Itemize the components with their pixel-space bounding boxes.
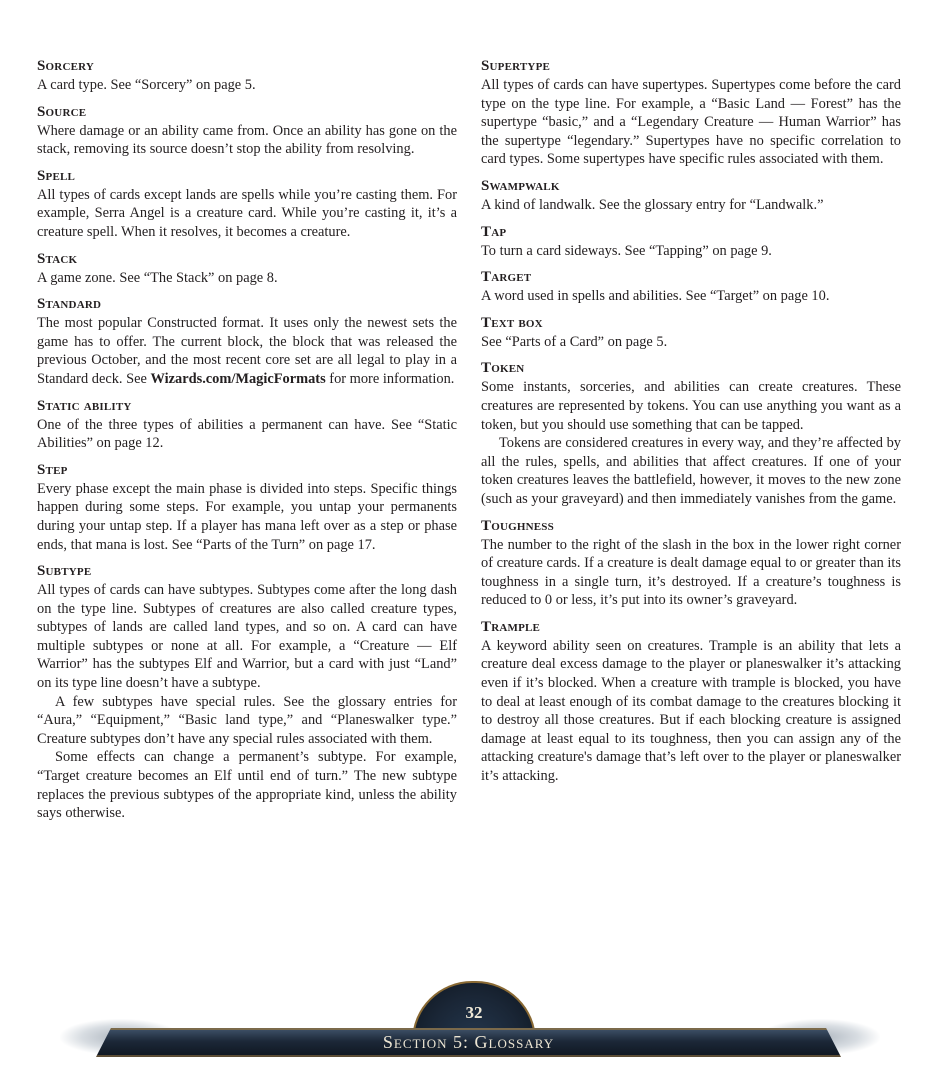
glossary-term: Sorcery (37, 58, 95, 74)
glossary-left-column (37, 57, 457, 831)
definition-text: The most popular Constructed format. It uses only the newest sets the game has to offer. The current block, the block that was released the previous October, and the most recent core set are all legal to play in a Standard deck. See (37, 315, 457, 387)
glossary-term: Text box (481, 314, 543, 331)
glossary-entry-swampwalk (481, 177, 901, 215)
glossary-term: Trample (481, 618, 541, 635)
glossary-entry-trample (481, 618, 901, 786)
page-number: 32 (465, 1003, 483, 1022)
glossary-definition: A word used in spells and abilities. See “Target” on page 10. (481, 288, 830, 305)
glossary-term: Stack (37, 250, 78, 267)
glossary-definition: A card type. See “Sorcery” on page 5. (37, 77, 256, 93)
glossary-entry-tap (481, 223, 901, 261)
glossary-definition: All types of cards can have supertypes. Supertypes come before the card type on the type line. For example, a “Basic Land — Forest” has the supertype “basic,” and a “Legendary Creature — Human Warrior” has the supertype “legendary.” Supertypes have no specific correlation to card types. Some supertypes have specific rules associated with them. (481, 77, 901, 168)
footer-banner (0, 975, 937, 1087)
glossary-definition: The number to the right of the slash in the box in the lower right corner of creature cards. If a creature is dealt damage equal to or greater than its toughness in a single turn, it’s destroyed. If a creature’s toughness is reduced to 0 or less, it’s put into its owner’s graveyard. (481, 536, 901, 609)
glossary-definition: One of the three types of abilities a permanent can have. See “Static Abilities” on page 12. (37, 416, 457, 452)
glossary-entry-toughness (481, 517, 901, 610)
glossary-term: Swampwalk (481, 177, 560, 194)
glossary-definition: A kind of landwalk. See the glossary entry for “Landwalk.” (481, 196, 824, 213)
section-title: Section 5: Glossary (382, 1032, 555, 1052)
glossary-term: Supertype (481, 58, 551, 74)
glossary-definition: To turn a card sideways. See “Tapping” on page 9. (481, 242, 772, 259)
glossary-term: Standard (37, 296, 102, 313)
glossary-entry-sorcery (37, 57, 457, 95)
glossary-definition: A keyword ability seen on creatures. Trample is an ability that lets a creature deal excess damage to the player or planeswalker it’s attacking even if it’s blocked. When a creature with trample is blocked, you have to deal at least enough of its combat damage to the creatures blocking it to destroy all those creatures. But if each blocking creature is assigned damage at least equal to its toughness, then you can assign any of the attacking creature's damage that’s left over to the player or planeswalker it’s attacking. (481, 637, 901, 785)
glossary-term: Toughness (481, 517, 554, 534)
glossary-definition: A game zone. See “The Stack” on page 8. (37, 269, 278, 286)
glossary-definition: A few subtypes have special rules. See the glossary entries for “Aura,” “Equipment,” “Basic land type,” and “Planeswalker type.” Creature subtypes don’t have any special rules associated with them. (37, 693, 457, 747)
glossary-term: Target (481, 269, 532, 286)
glossary-definition: Every phase except the main phase is divided into steps. Specific things happen during some steps. For example, you untap your permanents during your untap step. If a player has mana left over as a step or phase ends, that mana is lost. See “Parts of the Turn” on page 17. (37, 480, 457, 553)
glossary-entry-step (37, 461, 457, 554)
glossary-term: Subtype (37, 563, 92, 580)
glossary-term: Spell (37, 167, 76, 184)
formats-link-text: Wizards.com/MagicFormats (150, 370, 326, 387)
glossary-entry-target (481, 268, 901, 306)
glossary-entry-source (37, 103, 457, 159)
glossary-definition: Some instants, sorceries, and abilities can create creatures. These creatures are represented by tokens. You can use anything you want as a token, but you should use something that can be tapped. (481, 379, 901, 433)
glossary-entry-supertype (481, 57, 901, 169)
glossary-definition (37, 314, 457, 388)
glossary-term: Tap (481, 223, 507, 240)
glossary-entry-subtype (37, 562, 457, 823)
glossary-definition: Tokens are considered creatures in every way, and they’re affected by all the rules, spells, and abilities that affect creatures. If one of your token creatures leaves the battlefield, however, it moves to the new zone (such as your graveyard) and then immediately vanishes from the game. (481, 435, 901, 507)
glossary-definition: Some effects can change a permanent’s subtype. For example, “Target creature becomes an Elf until end of turn.” The new subtype replaces the previous subtypes of the appropriate kind, unless the ability says otherwise. (37, 749, 457, 822)
glossary-definition: Where damage or an ability came from. Once an ability has gone on the stack, removing its source doesn’t stop the ability from resolving. (37, 122, 457, 158)
glossary-definition: See “Parts of a Card” on page 5. (481, 333, 668, 350)
glossary-right-column (481, 57, 901, 794)
glossary-term: Source (37, 103, 87, 120)
glossary-entry-static-ability (37, 397, 457, 453)
glossary-definition: All types of cards except lands are spells while you’re casting them. For example, Serra Angel is a creature card. While you’re casting it, it’s a creature spell. When it resolves, it becomes a creature. (37, 186, 457, 240)
glossary-entry-text-box (481, 314, 901, 352)
glossary-definition: All types of cards can have subtypes. Subtypes come after the long dash on the type line. Subtypes of creatures are also called creature types, subtypes of lands are called land types, and so on. A card can have multiple subtypes or none at all. For example, a “Creature — Elf Warrior” has the subtypes Elf and Warrior, but a card with just “Land” on its type line doesn’t have a subtype. (37, 582, 457, 692)
glossary-term: Step (37, 461, 68, 478)
glossary-entry-spell (37, 167, 457, 242)
glossary-entry-token (481, 359, 901, 508)
glossary-entry-stack (37, 250, 457, 288)
glossary-term: Token (481, 360, 525, 377)
glossary-entry-standard (37, 295, 457, 388)
glossary-term: Static ability (37, 397, 132, 414)
definition-text: for more information. (325, 370, 455, 387)
